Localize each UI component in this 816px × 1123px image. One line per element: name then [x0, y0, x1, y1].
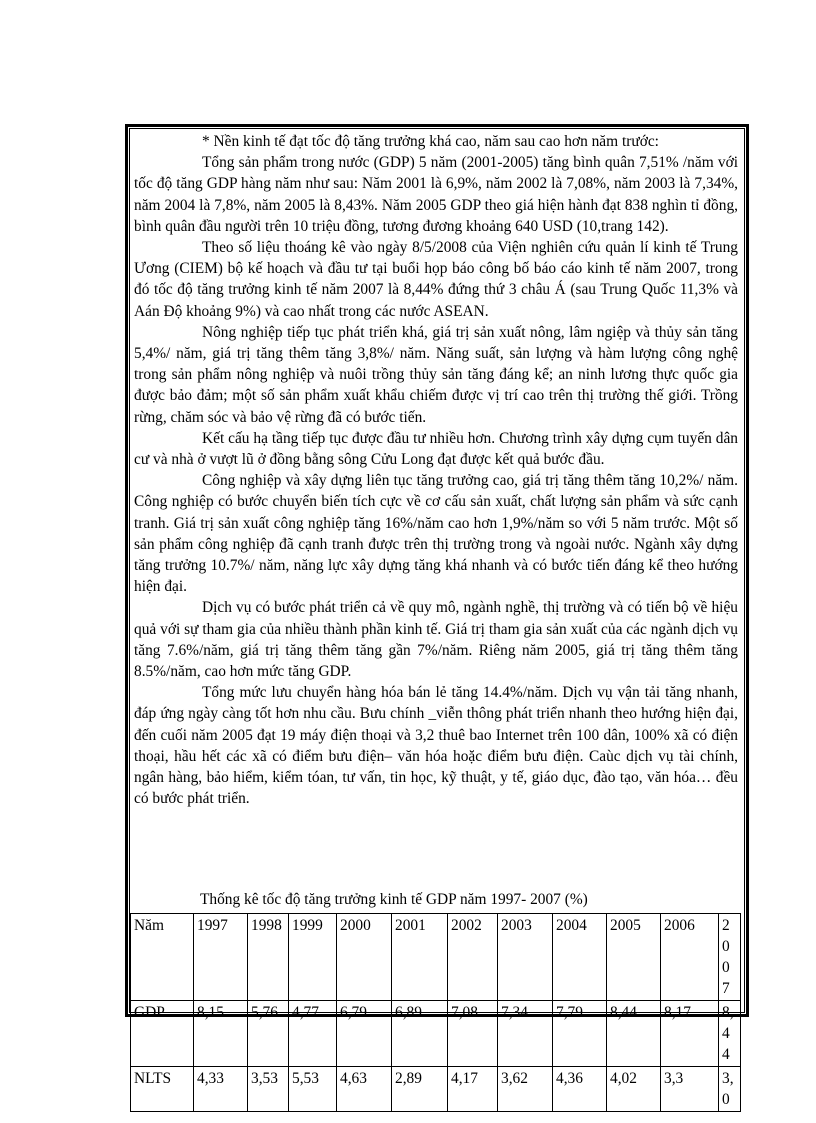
- table-cell: 3,62: [498, 1067, 553, 1112]
- table-cell: NLTS: [131, 1067, 194, 1112]
- table-cell: 2004: [553, 914, 607, 1001]
- table-cell: 2000: [337, 914, 392, 1001]
- paragraph-infrastructure: Kết cấu hạ tầng tiếp tục được đầu tư nhiều hơn. Chương trình xây dựng cụm tuyến dân cư và nhà ở vượt lũ ở đồng bằng sông Cửu Long đạt được kết quả bước đầu.: [134, 429, 738, 469]
- paragraph-intro: * Nền kinh tế đạt tốc độ tăng trưởng khá cao, năm sau cao hơn năm trước:: [202, 133, 659, 150]
- table-row: [131, 1067, 741, 1112]
- paragraph-agriculture: Nông nghiệp tiếp tục phát triển khá, giá trị sản xuất nông, lâm ngiệp và thủy sản tăng 5,4%/ năm, giá trị tăng thêm tăng 3,8%/ năm. Năng suất, sản lượng và hàm lượng công nghệ trong sản phẩm nông nghiệp và nuôi trồng thủy sản tăng đáng kể; an ninh lương thực quốc gia được bảo đảm; một số sản phẩm xuất khẩu chiếm được vị trí cao trên thị trường thế giới. Trồng rừng, chăm sóc và bảo vệ rừng đã có bước tiến.: [134, 323, 738, 426]
- table-cell: 2005: [607, 914, 661, 1001]
- paragraph-services: Dịch vụ có bước phát triển cả về quy mô, ngành nghề, thị trường và có tiến bộ về hiệu quả với sự tham gia của nhiều thành phần kinh tế. Giá trị tham gia sản xuất của các ngành dịch vụ tăng 7.6%/năm, giá trị tăng thêm tăng gần 7%/năm. Riêng năm 2005, giá trị tăng thêm tăng 8.5%/năm, cao hơn mức tăng GDP.: [134, 599, 738, 681]
- table-title: Thống kê tốc độ tăng trưởng kinh tế GDP năm 1997- 2007 (%): [200, 891, 588, 908]
- table-cell: 8,44: [607, 1001, 661, 1067]
- table-cell: 4,33: [194, 1067, 248, 1112]
- paragraph-industry: Công nghiệp và xây dựng liên tục tăng trưởng cao, giá trị tăng thêm tăng 10,2%/ năm. Công nghiệp có bước chuyển biến tích cực về cơ cấu sản xuất, chất lượng sản phẩm và sức cạnh tranh. Giá trị sản xuất công nghiệp tăng 16%/năm cao hơn 1,9%/năm so với 5 năm trước. Một số sản phẩm công nghiệp đã cạnh tranh được trên thị trường trong và ngoài nước. Ngành xây dựng tăng trưởng 10.7%/ năm, năng lực xây dựng tăng khá nhanh và có bước tiến đáng kể theo hướng hiện đại.: [134, 472, 738, 596]
- table-cell: 4,63: [337, 1067, 392, 1112]
- table-cell: 3,3: [661, 1067, 719, 1112]
- table-cell: 6,79: [337, 1001, 392, 1067]
- paragraph-gdp: Tổng sản phẩm trong nước (GDP) 5 năm (2001-2005) tăng bình quân 7,51% /năm với tốc độ tăng GDP hàng năm như sau: Năm 2001 là 6,9%, năm 2002 là 7,08%, năm 2003 là 7,34%, năm 2004 là 7,8%, năm 2005 là 8,43%. Năm 2005 GDP theo giá hiện hành đạt 838 nghìn tỉ đồng, bình quân đầu người trên 10 triệu đồng, tương đương khoảng 640 USD (10,trang 142).: [134, 154, 738, 235]
- table-cell: 2007: [719, 914, 741, 1001]
- document-body: [134, 131, 738, 810]
- table-cell: 1998: [248, 914, 289, 1001]
- gdp-growth-table: [130, 913, 741, 1112]
- paragraph-retail: Tổng mức lưu chuyển hàng hóa bán lẻ tăng 14.4%/năm. Dịch vụ vận tải tăng nhanh, đáp ứng ngày càng tốt hơn nhu cầu. Bưu chính _viễn thông phát triển nhanh theo hướng hiện đại, đến cuối năm 2005 đạt 19 máy điện thoại và 3,2 thuê bao Internet trên 100 dân, 100% xã có điện thoại, hầu hết các xã có điểm bưu điện– văn hóa hoặc điểm bưu điện. Caùc dịch vụ tài chính, ngân hàng, bảo hiểm, kiểm tóan, tư vấn, tin học, kỹ thuật, y tế, giáo dục, đào tạo, văn hóa… đều có bước phát triển.: [134, 684, 738, 808]
- table-cell: 2006: [661, 914, 719, 1001]
- table-cell: 1997: [194, 914, 248, 1001]
- table-cell: 1999: [289, 914, 337, 1001]
- table-cell: 2001: [392, 914, 448, 1001]
- table-cell: 4,77: [289, 1001, 337, 1067]
- table-cell: 2003: [498, 914, 553, 1001]
- table-header-row: [131, 914, 741, 1001]
- table-cell: 8,17: [661, 1001, 719, 1067]
- table-cell: 2002: [448, 914, 498, 1001]
- table-cell: 2,89: [392, 1067, 448, 1112]
- table-cell: 7,34: [498, 1001, 553, 1067]
- table-cell: 3,53: [248, 1067, 289, 1112]
- table-cell: 5,76: [248, 1001, 289, 1067]
- table-cell: 8,15: [194, 1001, 248, 1067]
- table-cell: 4,36: [553, 1067, 607, 1112]
- table-cell: 8,44: [719, 1001, 741, 1067]
- table-cell: 5,53: [289, 1067, 337, 1112]
- table-row: [131, 1001, 741, 1067]
- paragraph-ciem: Theo số liệu thoáng kê vào ngày 8/5/2008 của Viện nghiên cứu quản lí kinh tế Trung Ương (CIEM) bộ kế hoạch và đầu tư tại buổi họp báo công bố báo cáo kinh tế năm 2007, trong đó tốc độ tăng trưởng kinh tế năm 2007 là 8,44% đứng thứ 3 châu Á (sau Trung Quốc 11,3% và Aán Độ khoảng 9%) và cao nhất trong các nước ASEAN.: [134, 239, 738, 320]
- table-cell: 4,17: [448, 1067, 498, 1112]
- table-cell: 7,08: [448, 1001, 498, 1067]
- table-cell: 7,79: [553, 1001, 607, 1067]
- table-cell: Năm: [131, 914, 194, 1001]
- table-cell: 6,89: [392, 1001, 448, 1067]
- table-cell: 4,02: [607, 1067, 661, 1112]
- table-cell: GDP: [131, 1001, 194, 1067]
- table-cell: 3,0: [719, 1067, 741, 1112]
